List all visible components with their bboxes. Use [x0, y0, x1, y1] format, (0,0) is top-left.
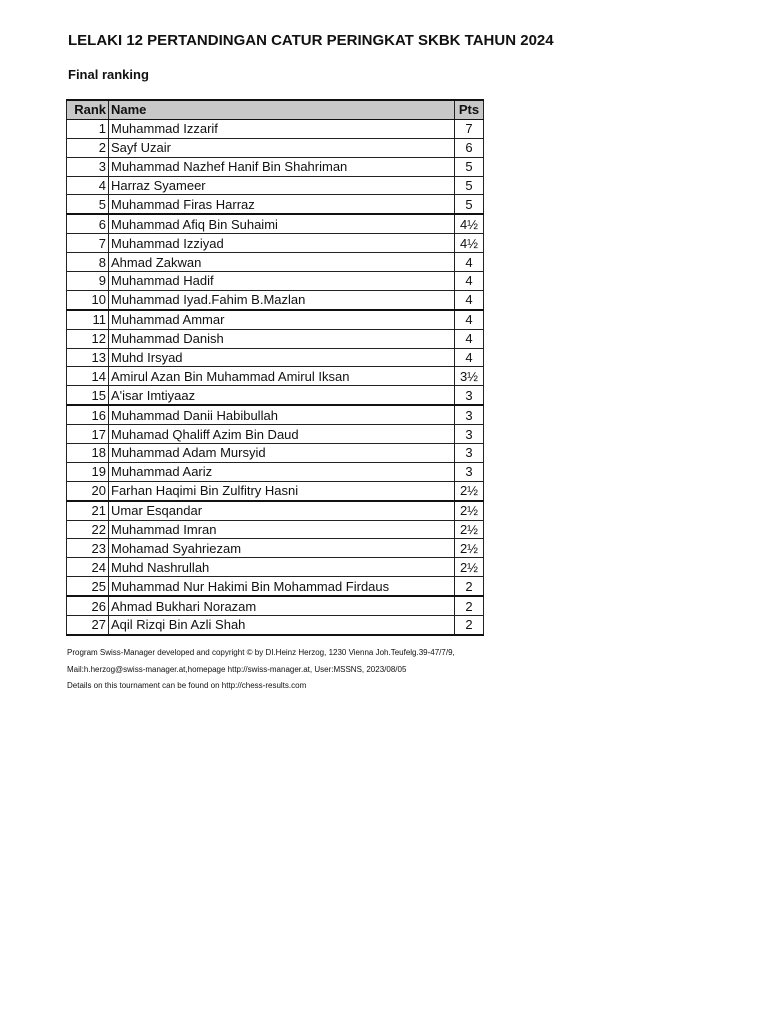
name-cell: Ahmad Zakwan	[109, 253, 455, 272]
pts-cell: 2½	[455, 481, 484, 500]
table-row	[67, 577, 484, 596]
name-cell: Muhammad Danish	[109, 329, 455, 348]
name-cell: Muhammad Izziyad	[109, 234, 455, 253]
table-row	[67, 444, 484, 463]
rank-cell: 5	[67, 195, 109, 214]
table-row	[67, 425, 484, 444]
pts-cell: 2½	[455, 520, 484, 539]
rank-cell: 7	[67, 234, 109, 253]
pts-cell: 6	[455, 138, 484, 157]
rank-cell: 24	[67, 558, 109, 577]
rank-cell: 27	[67, 616, 109, 635]
name-cell: Sayf Uzair	[109, 138, 455, 157]
pts-cell: 4	[455, 290, 484, 309]
pts-cell: 3	[455, 405, 484, 424]
table-row	[67, 405, 484, 424]
name-cell: Mohamad Syahriezam	[109, 539, 455, 558]
table-header-row	[67, 100, 484, 119]
pts-cell: 7	[455, 119, 484, 138]
table-row	[67, 462, 484, 481]
pts-cell: 5	[455, 176, 484, 195]
rank-cell: 22	[67, 520, 109, 539]
table-row	[67, 176, 484, 195]
pts-cell: 3½	[455, 367, 484, 386]
table-row	[67, 520, 484, 539]
table-row	[67, 616, 484, 635]
pts-cell: 2½	[455, 558, 484, 577]
name-cell: Muhammad Aariz	[109, 462, 455, 481]
table-row	[67, 138, 484, 157]
pts-cell: 3	[455, 386, 484, 405]
table-row	[67, 501, 484, 520]
name-cell: Ahmad Bukhari Norazam	[109, 596, 455, 615]
pts-cell: 2½	[455, 539, 484, 558]
name-cell: Muhammad Firas Harraz	[109, 195, 455, 214]
table-row	[67, 539, 484, 558]
name-cell: Muhamad Qhaliff Azim Bin Daud	[109, 425, 455, 444]
name-cell: Aqil Rizqi Bin Azli Shah	[109, 616, 455, 635]
rank-cell: 26	[67, 596, 109, 615]
name-cell: Amirul Azan Bin Muhammad Amirul Iksan	[109, 367, 455, 386]
pts-cell: 4	[455, 253, 484, 272]
pts-cell: 4	[455, 310, 484, 329]
table-row	[67, 558, 484, 577]
rank-cell: 25	[67, 577, 109, 596]
pts-cell: 2	[455, 616, 484, 635]
rank-cell: 14	[67, 367, 109, 386]
name-cell: Muhd Irsyad	[109, 348, 455, 367]
pts-cell: 4	[455, 348, 484, 367]
table-row	[67, 596, 484, 615]
table-row	[67, 157, 484, 176]
rank-cell: 11	[67, 310, 109, 329]
pts-cell: 4½	[455, 234, 484, 253]
table-row	[67, 290, 484, 309]
rank-column-header: Rank	[67, 100, 109, 119]
table-row	[67, 214, 484, 233]
name-column-header: Name	[109, 100, 455, 119]
pts-cell: 4	[455, 329, 484, 348]
page-subtitle: Final ranking	[68, 67, 149, 82]
footer-details-line: Details on this tournament can be found on http://chess-results.com	[67, 681, 307, 690]
rank-cell: 12	[67, 329, 109, 348]
rank-cell: 8	[67, 253, 109, 272]
rank-cell: 23	[67, 539, 109, 558]
table-row	[67, 386, 484, 405]
name-cell: Muhammad Afiq Bin Suhaimi	[109, 214, 455, 233]
ranking-table	[66, 99, 484, 636]
footer	[67, 645, 455, 695]
rank-cell: 15	[67, 386, 109, 405]
name-cell: Muhammad Adam Mursyid	[109, 444, 455, 463]
rank-cell: 18	[67, 444, 109, 463]
rank-cell: 17	[67, 425, 109, 444]
pts-cell: 3	[455, 444, 484, 463]
page-title: LELAKI 12 PERTANDINGAN CATUR PERINGKAT SKBK TAHUN 2024	[68, 32, 554, 49]
pts-cell: 2	[455, 596, 484, 615]
name-cell: Muhammad Nazhef Hanif Bin Shahriman	[109, 157, 455, 176]
table-row	[67, 348, 484, 367]
name-cell: Muhammad Danii Habibullah	[109, 405, 455, 424]
pts-cell: 5	[455, 195, 484, 214]
name-cell: Muhammad Hadif	[109, 272, 455, 291]
table-row	[67, 234, 484, 253]
rank-cell: 4	[67, 176, 109, 195]
footer-copyright-line: Program Swiss-Manager developed and copyright © by DI.Heinz Herzog, 1230 Vienna Joh.Teufelg.39-47/7/9,	[67, 648, 455, 657]
rank-cell: 2	[67, 138, 109, 157]
table-row	[67, 272, 484, 291]
rank-cell: 21	[67, 501, 109, 520]
pts-cell: 5	[455, 157, 484, 176]
name-cell: Muhammad Ammar	[109, 310, 455, 329]
pts-cell: 3	[455, 425, 484, 444]
rank-cell: 19	[67, 462, 109, 481]
name-cell: Muhd Nashrullah	[109, 558, 455, 577]
name-cell: A'isar Imtiyaaz	[109, 386, 455, 405]
pts-cell: 2	[455, 577, 484, 596]
table-row	[67, 481, 484, 500]
table-row	[67, 253, 484, 272]
name-cell: Harraz Syameer	[109, 176, 455, 195]
pts-cell: 4	[455, 272, 484, 291]
table-row	[67, 310, 484, 329]
pts-cell: 2½	[455, 501, 484, 520]
name-cell: Umar Esqandar	[109, 501, 455, 520]
table-row	[67, 367, 484, 386]
rank-cell: 10	[67, 290, 109, 309]
rank-cell: 20	[67, 481, 109, 500]
rank-cell: 9	[67, 272, 109, 291]
name-cell: Farhan Haqimi Bin Zulfitry Hasni	[109, 481, 455, 500]
rank-cell: 13	[67, 348, 109, 367]
rank-cell: 3	[67, 157, 109, 176]
name-cell: Muhammad Iyad.Fahim B.Mazlan	[109, 290, 455, 309]
table-row	[67, 119, 484, 138]
rank-cell: 16	[67, 405, 109, 424]
ranking-body	[67, 119, 484, 635]
pts-cell: 3	[455, 462, 484, 481]
rank-cell: 1	[67, 119, 109, 138]
footer-contact-line: Mail:h.herzog@swiss-manager.at,homepage http://swiss-manager.at, User:MSSNS, 2023/08/05	[67, 664, 407, 674]
name-cell: Muhammad Imran	[109, 520, 455, 539]
pts-cell: 4½	[455, 214, 484, 233]
rank-cell: 6	[67, 214, 109, 233]
table-row	[67, 195, 484, 214]
pts-column-header: Pts	[455, 100, 484, 119]
name-cell: Muhammad Izzarif	[109, 119, 455, 138]
table-row	[67, 329, 484, 348]
name-cell: Muhammad Nur Hakimi Bin Mohammad Firdaus	[109, 577, 455, 596]
